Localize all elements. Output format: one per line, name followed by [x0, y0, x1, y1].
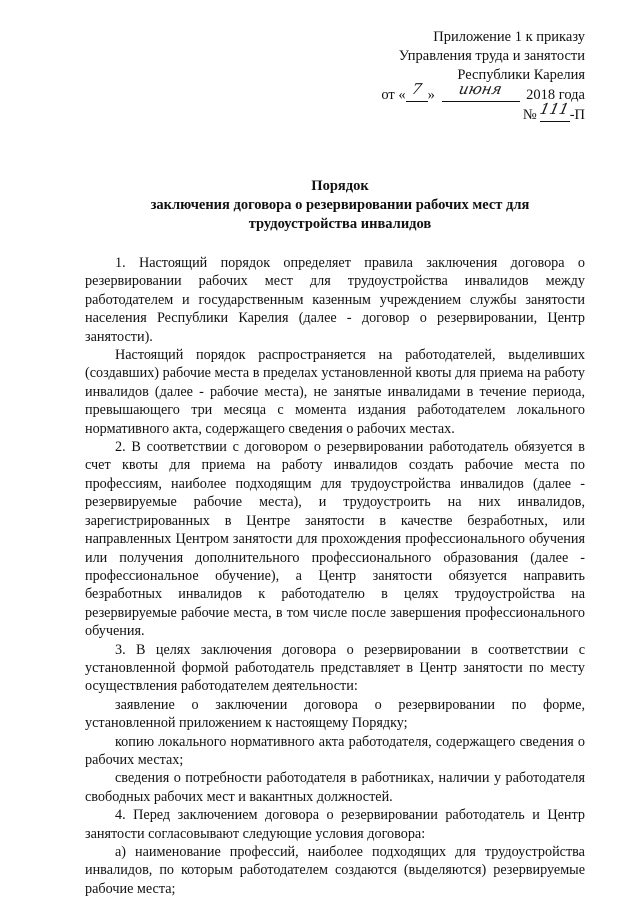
date-month-blank: [442, 80, 520, 102]
date-prefix: от «: [381, 87, 406, 103]
paragraph-1: 1. Настоящий порядок определяет правила заключения договора о резервировании рабочих мест для трудоустройства инвалидов между работодателем и государственным казенным учреждением службы занятости населения Республики Карелия (далее - договор о резервировании, Центр занятости).: [85, 255, 585, 345]
title-line-2: заключения договора о резервировании рабочих мест для: [150, 197, 530, 213]
number-suffix: -П: [569, 107, 585, 123]
document-title: [0, 177, 640, 234]
title-line-1: Порядок: [311, 178, 369, 194]
paragraph-7: сведения о потребности работодателя в работниках, наличии у работодателя свободных рабочих мест и вакантных должностей.: [85, 770, 585, 805]
republic-line: Республики Карелия: [457, 67, 585, 83]
paragraph-6: копию локального нормативного акта работодателя, содержащего сведения о рабочих местах;: [85, 733, 585, 768]
title-line-3: трудоустройства инвалидов: [248, 216, 432, 232]
paragraph-8: 4. Перед заключением договора о резервировании работодатель и Центр занятости согласовывают следующие условия договора:: [85, 807, 585, 842]
order-number-line: [381, 100, 585, 125]
paragraph-9: а) наименование профессий, наиболее подходящих для трудоустройства инвалидов, по которым работодателем создаются (выделяются) резервируемые рабочие места;: [85, 844, 585, 897]
department-line: Управления труда и занятости: [398, 48, 585, 64]
date-month-handwritten: июня: [457, 80, 504, 98]
date-year: 2018 года: [526, 87, 585, 103]
paragraph-4: 3. В целях заключения договора о резервировании в соответствии с установленной формой работодатель представляет в Центр занятости по месту осуществления работодателем деятельности:: [85, 641, 585, 695]
paragraph-5: заявление о заключении договора о резервировании по форме, установленной приложением к настоящему Порядку;: [85, 696, 585, 732]
date-day-handwritten: 7: [410, 80, 424, 98]
date-mid: »: [427, 87, 435, 103]
paragraph-3: 2. В соответствии с договором о резервировании работодатель обязуется в счет квоты для приема на работу инвалидов создать рабочие места по профессиям, наиболее подходящим для трудоустройства инвалидов (далее - резервируемые рабочие места), и трудоустроить на них инвалидов, зарегистрированных в Центре занятости в качестве безработных, или направленных Центром занятости для прохождения профессионального обучения или получения дополнительного профессионального образования (далее - профессиональное обучение), а Центр занятости обязуется направить безработных инвалидов к работодателю в целях трудоустройства на резервируемые рабочие места, в том числе после завершения профессионального обучения.: [85, 439, 585, 640]
document-body: [85, 254, 585, 898]
number-blank: [538, 100, 572, 122]
number-prefix: №: [522, 107, 537, 123]
number-handwritten: 111: [538, 100, 572, 118]
paragraph-2: Настоящий порядок распространяется на работодателей, выделивших (создавших) рабочие места в пределах установленной квоты для приема на работу инвалидов (далее - рабочие места), не занятые инвалидами в течение периода, превышающего три месяца с момента издания работодателем локального нормативного акта, содержащего сведения о рабочих местах.: [85, 347, 585, 437]
order-attachment-header: [381, 28, 585, 125]
date-day-blank: [406, 80, 428, 102]
attachment-line: Приложение 1 к приказу: [433, 29, 585, 45]
